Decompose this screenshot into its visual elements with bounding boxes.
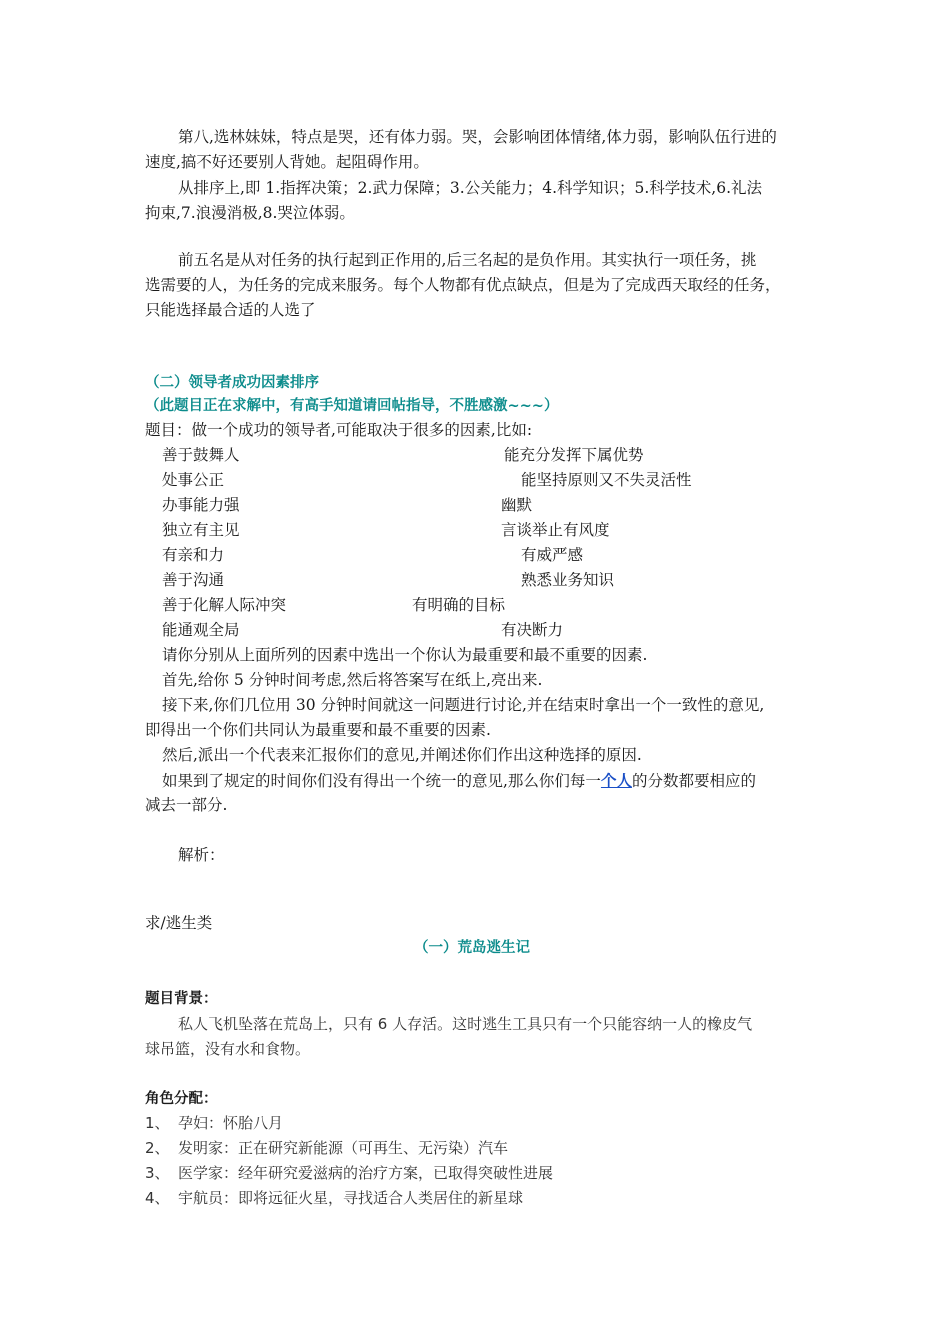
instruction-line: 即得出一个你们共同认为最重要和最不重要的因素. — [145, 721, 491, 739]
factor-left: 办事能力强 — [162, 496, 240, 514]
category-label: 求/逃生类 — [145, 914, 213, 932]
paragraph-line: 拘束,7.浪漫消极,8.哭泣体弱。 — [145, 204, 355, 222]
role-number: 2、 — [145, 1139, 170, 1157]
factor-right: 有明确的目标 — [412, 596, 506, 614]
question-intro: 题目：做一个成功的领导者,可能取决于很多的因素,比如: — [145, 421, 533, 439]
paragraph-line: 从排序上,即 1.指挥决策；2.武力保障；3.公关能力；4.科学知识；5.科学技术,6.礼法 — [178, 179, 763, 197]
instruction-line: 接下来,你们几位用 30 分钟时间就这一问题进行讨论,并在结束时拿出一个一致性的意见, — [162, 696, 765, 714]
factor-right: 能坚持原则又不失灵活性 — [521, 471, 692, 489]
factor-right: 有决断力 — [501, 621, 564, 639]
paragraph-line: 速度,搞不好还要别人背她。起阻碍作用。 — [145, 153, 429, 171]
role-item — [145, 1111, 283, 1136]
role-item — [145, 1186, 523, 1211]
role-number: 3、 — [145, 1164, 170, 1182]
instruction-text: 的分数都要相应的 — [631, 772, 756, 790]
factor-right: 能充分发挥下属优势 — [504, 446, 644, 464]
background-line: 私人飞机坠落在荒岛上，只有 6 人存活。这时逃生工具只有一个只能容纳一人的橡皮气 — [178, 1015, 753, 1033]
instruction-text: 如果到了规定的时间你们没有得出一个统一的意见,那么你们每一 — [162, 772, 601, 790]
paragraph-line: 第八,选林妹妹，特点是哭，还有体力弱。哭，会影响团体情绪,体力弱，影响队伍行进的 — [178, 128, 777, 146]
role-text: 医学家：经年研究爱滋病的治疗方案，已取得突破性进展 — [178, 1164, 554, 1182]
paragraph-line: 选需要的人，为任务的完成来服务。每个人物都有优点缺点，但是为了完成西天取经的任务， — [145, 276, 781, 294]
factor-left: 有亲和力 — [162, 546, 225, 564]
instruction-line: 减去一部分. — [145, 796, 228, 814]
factor-right: 幽默 — [501, 496, 533, 514]
factor-right: 言谈举止有风度 — [501, 521, 610, 539]
analysis-label: 解析： — [178, 846, 225, 864]
factor-right: 有威严感 — [521, 546, 584, 564]
instruction-line — [162, 768, 756, 794]
role-text: 发明家：正在研究新能源（可再生、无污染）汽车 — [178, 1139, 509, 1157]
factor-left: 善于化解人际冲突 — [162, 596, 287, 614]
factor-left: 善于鼓舞人 — [162, 446, 240, 464]
factor-left: 处事公正 — [162, 471, 225, 489]
instruction-line: 然后,派出一个代表来汇报你们的意见,并阐述你们作出这种选择的原因. — [162, 746, 642, 764]
roles-label: 角色分配： — [145, 1091, 218, 1107]
background-label: 题目背景： — [145, 991, 218, 1007]
section-subheading: （此题目正在求解中，有高手知道请回帖指导，不胜感激~~~） — [145, 398, 559, 414]
role-text: 孕妇：怀胎八月 — [178, 1114, 284, 1132]
role-number: 1、 — [145, 1114, 170, 1132]
factor-left: 善于沟通 — [162, 571, 225, 589]
factor-left: 能通观全局 — [162, 621, 240, 639]
section-heading: （一）荒岛逃生记 — [414, 940, 530, 956]
background-line: 球吊篮，没有水和食物。 — [145, 1040, 311, 1058]
role-text: 宇航员：即将远征火星，寻找适合人类居住的新星球 — [178, 1189, 524, 1207]
instruction-line: 请你分别从上面所列的因素中选出一个你认为最重要和最不重要的因素. — [162, 646, 648, 664]
paragraph-line: 前五名是从对任务的执行起到正作用的,后三名起的是负作用。其实执行一项任务，挑 — [178, 251, 757, 269]
paragraph-line: 只能选择最合适的人选了 — [145, 301, 316, 319]
factor-right: 熟悉业务知识 — [521, 571, 615, 589]
role-number: 4、 — [145, 1189, 170, 1207]
person-link[interactable]: 个人 — [600, 771, 632, 790]
role-item — [145, 1161, 553, 1186]
instruction-line: 首先,给你 5 分钟时间考虑,然后将答案写在纸上,亮出来. — [162, 671, 543, 689]
role-item — [145, 1136, 508, 1161]
section-heading: （二）领导者成功因素排序 — [145, 375, 319, 391]
factor-left: 独立有主见 — [162, 521, 240, 539]
